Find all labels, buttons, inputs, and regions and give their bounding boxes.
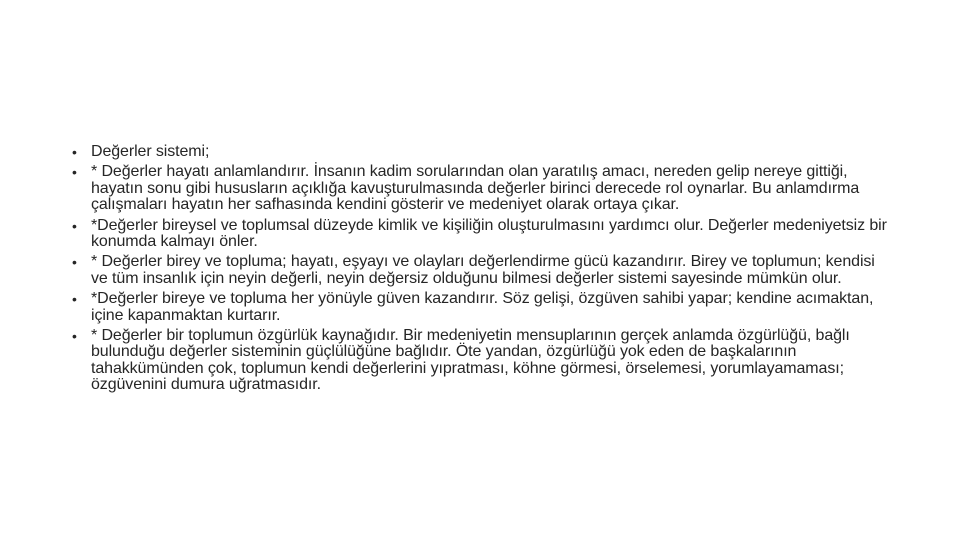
bullet-item bbox=[72, 218, 892, 251]
bullet-icon: • bbox=[72, 328, 77, 345]
bullet-item bbox=[72, 144, 892, 160]
bullet-icon: • bbox=[72, 291, 77, 308]
bullet-text: * Değerler hayatı anlamlandırır. İnsanın kadim sorularından olan yaratılış amacı, nereden gelip nereye gittiği, hayatın sonu gibi hususların açıklığa kavuşturulmasında değerler birinci derecede rol oynarlar. Bu anlamdırma çalışmaları hayatın her safhasında kendini gösterir ve medeniyet olarak ortaya çıkar. bbox=[91, 163, 860, 214]
bullet-list bbox=[72, 144, 892, 394]
bullet-icon: • bbox=[72, 217, 77, 234]
bullet-item bbox=[72, 164, 892, 213]
bullet-icon: • bbox=[72, 254, 77, 271]
bullet-item bbox=[72, 254, 892, 287]
bullet-icon: • bbox=[72, 164, 77, 181]
bullet-text: Değerler sistemi; bbox=[91, 143, 210, 160]
bullet-text: * Değerler birey ve topluma; hayatı, eşyayı ve olayları değerlendirme gücü kazandırır. Birey ve toplumun; kendisi ve tüm insanlık için neyin değerli, neyin değersiz olduğunu bilmesi değerler sistemi sayesinde mümkün olur. bbox=[91, 253, 875, 287]
bullet-icon: • bbox=[72, 144, 77, 160]
bullet-text: *Değerler bireye ve topluma her yönüyle güven kazandırır. Söz gelişi, özgüven sahibi yapar; kendine acımaktan, içine kapanmaktan kurtarır. bbox=[91, 290, 874, 324]
bullet-item bbox=[72, 328, 892, 394]
bullet-text: *Değerler bireysel ve toplumsal düzeyde kimlik ve kişiliğin oluşturulmasını yardımcı olur. Değerler medeniyetsiz bir konumda kalmayı önler. bbox=[91, 216, 887, 251]
slide-body bbox=[72, 144, 892, 398]
bullet-item bbox=[72, 291, 892, 324]
bullet-text: * Değerler bir toplumun özgürlük kaynağıdır. Bir medeniyetin mensuplarının gerçek anlamda özgürlüğü, bağlı bulunduğu değerler sisteminin güçlülüğüne bağlıdır. Öte yandan, özgürlüğü yok eden de başkalarının tahakkümünden çok, toplumun kendi değerlerini yıpratması, köhne görmesi, örselemesi, yorumlayamaması; özgüvenini dumura uğratmasıdır. bbox=[91, 327, 850, 394]
